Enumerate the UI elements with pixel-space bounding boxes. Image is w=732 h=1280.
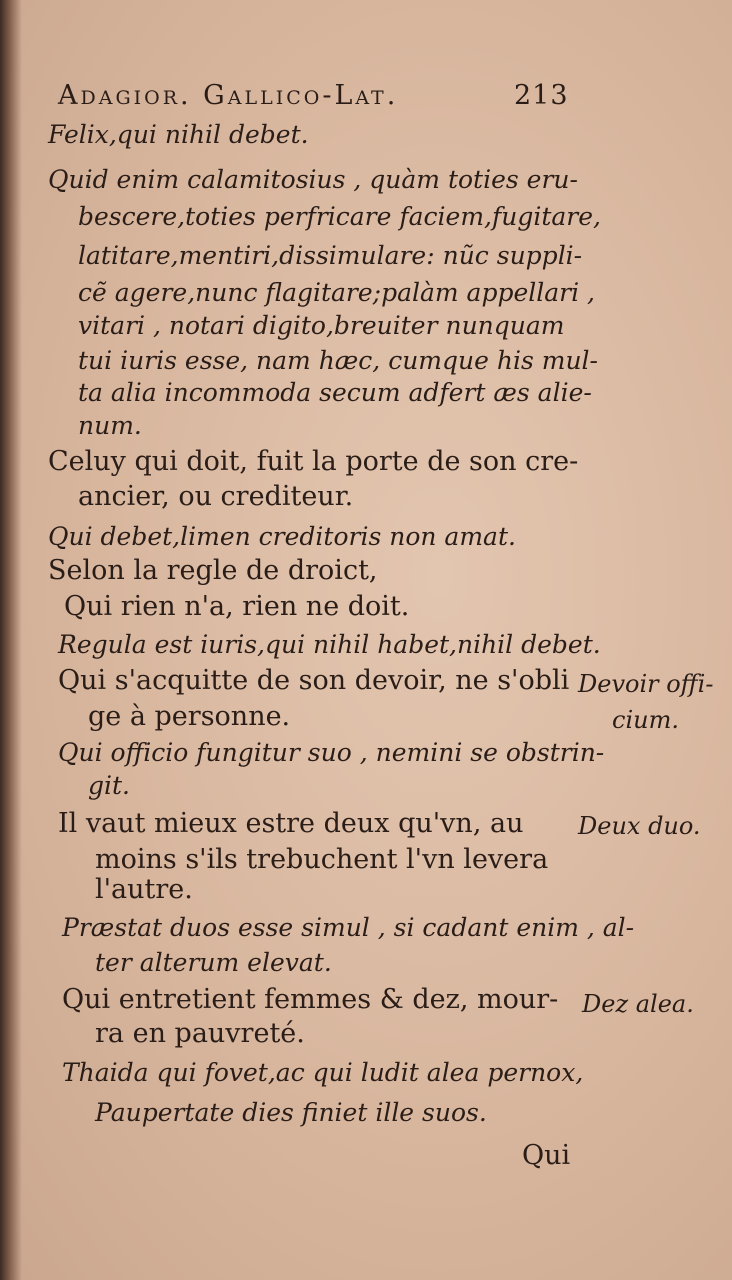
text-line: Il vaut mieux estre deux qu'vn, au [58, 808, 524, 839]
text-line: git. [88, 771, 130, 800]
text-line: bescere,toties perfricare faciem,fugitare, [78, 202, 601, 231]
text-line: moins s'ils trebuchent l'vn levera [95, 844, 549, 875]
text-line: Regula est iuris,qui nihil habet,nihil debet. [58, 630, 601, 659]
text-line: Quid enim calamitosius , quàm toties eru- [48, 165, 578, 194]
text-line: Qui officio fungitur suo , nemini se obstrin- [58, 738, 605, 767]
text-line: ancier, ou crediteur. [78, 481, 354, 512]
text-line: ta alia incommoda secum adfert æs alie- [78, 378, 592, 407]
text-line: latitare,mentiri,dissimulare: nũc suppli- [78, 241, 583, 270]
page-number: 213 [514, 80, 569, 111]
text-line: Qui s'acquitte de son devoir, ne s'obli [58, 665, 570, 696]
text-line: Qui debet,limen creditoris non amat. [48, 522, 516, 551]
text-line: l'autre. [95, 874, 193, 905]
text-line: ge à personne. [88, 701, 291, 732]
text-line: Paupertate dies finiet ille suos. [95, 1098, 487, 1127]
catchword: Qui [522, 1140, 571, 1171]
text-line: ra en pauvreté. [95, 1018, 305, 1049]
text-line: Felix,qui nihil debet. [48, 120, 309, 149]
margin-note: cium. [612, 706, 679, 734]
margin-note: Devoir offi- [578, 670, 714, 698]
text-line: num. [78, 411, 142, 440]
text-line: Celuy qui doit, fuit la porte de son cre- [48, 446, 579, 477]
text-line: Qui rien n'a, rien ne doit. [64, 591, 410, 622]
text-line: vitari , notari digito,breuiter nunquam [78, 311, 565, 340]
text-line: tui iuris esse, nam hæc, cumque his mul- [78, 346, 598, 375]
text-line: cẽ agere,nunc flagitare;palàm appellari , [78, 278, 595, 307]
running-title: Adagior. Gallico-Lat. [58, 80, 399, 111]
text-line: ter alterum elevat. [95, 948, 332, 977]
text-line: Qui entretient femmes & dez, mour- [62, 984, 559, 1015]
margin-note: Deux duo. [578, 812, 701, 840]
running-header [58, 80, 578, 111]
margin-note: Dez alea. [582, 990, 694, 1018]
text-line: Thaida qui fovet,ac qui ludit alea pernox, [62, 1058, 584, 1087]
binding-gutter [0, 0, 22, 1280]
text-line: Selon la regle de droict, [48, 555, 378, 586]
text-line: Præstat duos esse simul , si cadant enim , al- [62, 913, 635, 942]
